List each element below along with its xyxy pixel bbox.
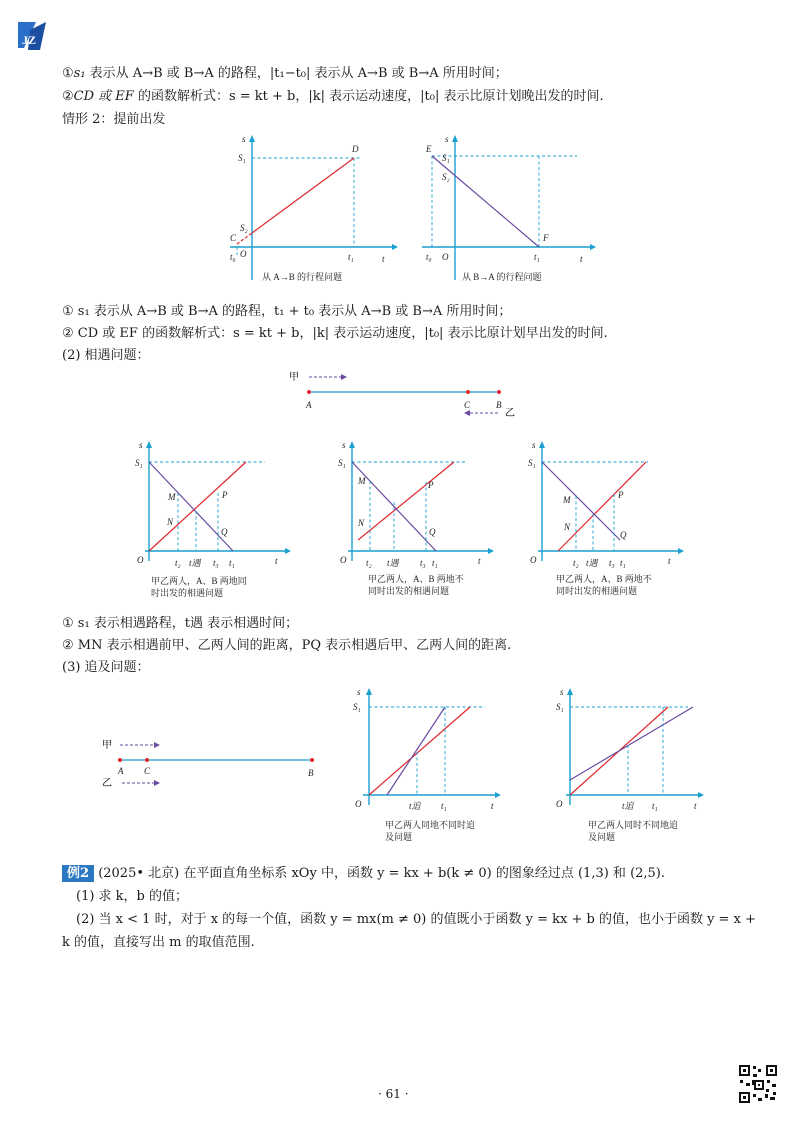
label-b: B	[308, 768, 314, 778]
svg-text:S₁: S₁	[528, 458, 536, 468]
svg-text:甲乙两人同地不同时追: 甲乙两人同地不同时追	[385, 820, 476, 830]
example-statement: (2025• 北京) 在平面直角坐标系 xOy 中，函数 y = kx + b(k ≠ 0) 的图象经过点 (1,3) 和 (2,5).	[98, 866, 666, 881]
label-t0: t₀	[230, 252, 236, 262]
meet-heading: (2) 相遇问题：	[62, 348, 150, 363]
svg-text:t追: t追	[409, 801, 421, 811]
svg-text:s: s	[532, 440, 536, 450]
axis-s: s	[242, 134, 246, 144]
label-jia: 甲	[102, 740, 112, 751]
svg-text:P: P	[222, 490, 228, 500]
svg-text:t追: t追	[622, 801, 634, 811]
svg-text:O: O	[530, 555, 537, 565]
svg-text:t₂: t₂	[175, 558, 181, 568]
svg-text:t: t	[491, 801, 494, 811]
svg-text:O: O	[355, 799, 362, 809]
svg-text:Q: Q	[620, 530, 627, 540]
svg-text:t₃: t₃	[213, 558, 219, 568]
example-2	[62, 862, 665, 881]
svg-text:O: O	[556, 799, 563, 809]
svg-text:M: M	[168, 492, 176, 502]
chase-figure-1	[345, 685, 510, 850]
label-o: O	[442, 252, 449, 262]
meeting-figure-3	[518, 436, 693, 604]
chase-route-diagram	[98, 734, 328, 790]
label-b: B	[496, 400, 502, 410]
chase-heading: (3) 追及问题：	[62, 660, 150, 675]
svg-text:s: s	[342, 440, 346, 450]
case2-heading: 情形 2：提前出发	[62, 112, 166, 127]
svg-text:s: s	[560, 687, 564, 697]
axis-t: t	[382, 254, 385, 264]
example-q1: (1) 求 k，b 的值；	[76, 889, 189, 904]
svg-text:t₃: t₃	[609, 558, 615, 568]
svg-text:M: M	[358, 476, 366, 486]
svg-text:s: s	[139, 440, 143, 450]
svg-text:t₂: t₂	[366, 558, 372, 568]
meeting-route-diagram	[285, 366, 525, 422]
meeting-figure-1	[125, 436, 300, 604]
qr-code	[738, 1064, 778, 1104]
page-number: · 61 ·	[378, 1087, 409, 1101]
svg-text:S₁: S₁	[338, 458, 346, 468]
svg-text:s: s	[357, 687, 361, 697]
svg-text:同时出发的相遇问题: 同时出发的相遇问题	[368, 586, 450, 596]
label-t1: t₁	[534, 252, 540, 262]
svg-text:甲乙两人，A、B 两地同: 甲乙两人，A、B 两地同	[151, 576, 247, 586]
label-a: A	[306, 400, 312, 410]
svg-text:M: M	[563, 495, 571, 505]
figure-ab-travel	[212, 130, 402, 288]
svg-text:t遇: t遇	[189, 558, 201, 568]
svg-text:t: t	[275, 556, 278, 566]
svg-text:P: P	[618, 490, 624, 500]
label-s1: S₁	[238, 153, 246, 163]
svg-text:S₁: S₁	[353, 702, 361, 712]
svg-text:时出发的相遇问题: 时出发的相遇问题	[151, 588, 224, 598]
svg-text:O: O	[340, 555, 347, 565]
label-f: F	[543, 233, 549, 243]
svg-text:t₃: t₃	[420, 558, 426, 568]
svg-text:N: N	[564, 522, 571, 532]
label-yi: 乙	[102, 778, 112, 789]
axis-s: s	[445, 134, 449, 144]
label-t1: t₁	[348, 252, 354, 262]
meeting-figure-2	[328, 436, 503, 604]
svg-text:甲乙两人，A、B 两地不: 甲乙两人，A、B 两地不	[368, 574, 464, 584]
text-line-4: ② CD 或 EF 的函数解析式：s = kt + b，|k| 表示运动速度，|t₀| 表示比原计划早出发的时间.	[62, 326, 608, 341]
svg-text:Q: Q	[221, 527, 228, 537]
svg-text:S₁: S₁	[556, 702, 564, 712]
svg-text:t₂: t₂	[573, 558, 579, 568]
label-s1: S₁	[442, 153, 450, 163]
label-c: C	[144, 766, 151, 776]
label-d: D	[352, 144, 359, 154]
text-line-1: ①s₁ 表示从 A→B 或 B→A 的路程，|t₁−t₀| 表示从 A→B 或 B→A 所用时间；	[62, 66, 508, 81]
caption-ba: 从 B→A 的行程问题	[462, 272, 542, 282]
svg-text:N: N	[358, 518, 365, 528]
publisher-logo	[14, 18, 50, 54]
label-a: A	[118, 766, 124, 776]
svg-text:t₁: t₁	[229, 558, 235, 568]
text-line-3: ① s₁ 表示从 A→B 或 B→A 的路程，t₁ + t₀ 表示从 A→B 或 B→A 所用时间；	[62, 304, 512, 319]
label-e: E	[426, 144, 432, 154]
figure-ba-travel	[412, 130, 602, 288]
text-line-5: ① s₁ 表示相遇路程，t遇 表示相遇时间；	[62, 616, 299, 631]
label-jia: 甲	[289, 372, 299, 383]
caption-ab: 从 A→B 的行程问题	[262, 272, 343, 282]
chase-figure-2	[548, 685, 713, 850]
text-line-6: ② MN 表示相遇前甲、乙两人间的距离，PQ 表示相遇后甲、乙两人间的距离.	[62, 638, 512, 653]
svg-text:t₁: t₁	[652, 801, 658, 811]
example-q2-cont: k 的值，直接写出 m 的取值范围.	[62, 935, 255, 950]
example-q2: (2) 当 x < 1 时，对于 x 的每一个值，函数 y = mx(m ≠ 0) 的值既小于函数 y = kx + b 的值，也小于函数 y = x +	[76, 912, 756, 927]
label-t0: t₀	[426, 252, 432, 262]
example-tag: 例2	[62, 865, 94, 882]
svg-text:N: N	[167, 517, 174, 527]
svg-text:S₁: S₁	[135, 458, 143, 468]
svg-text:t₁: t₁	[441, 801, 447, 811]
label-yi: 乙	[505, 408, 515, 419]
label-o: O	[240, 249, 247, 259]
svg-text:t₁: t₁	[620, 558, 626, 568]
svg-text:t: t	[668, 556, 671, 566]
svg-text:t: t	[478, 556, 481, 566]
svg-text:及问题: 及问题	[588, 832, 616, 842]
label-c: C	[464, 400, 471, 410]
logo-text: JZ	[22, 33, 37, 47]
svg-text:t遇: t遇	[387, 558, 399, 568]
svg-text:Q: Q	[429, 527, 436, 537]
svg-text:甲乙两人同时不同地追: 甲乙两人同时不同地追	[588, 820, 679, 830]
svg-text:t₁: t₁	[432, 558, 438, 568]
svg-text:t遇: t遇	[586, 558, 598, 568]
label-c: C	[230, 233, 237, 243]
text-line-2: ②CD 或 EF 的函数解析式：s = kt + b，|k| 表示运动速度，|t₀| 表示比原计划晚出发的时间.	[62, 89, 604, 104]
svg-text:t: t	[694, 801, 697, 811]
axis-t: t	[580, 254, 583, 264]
svg-text:O: O	[137, 555, 144, 565]
label-s2: S₂	[240, 223, 248, 233]
label-s2: S₂	[442, 172, 450, 182]
svg-text:及问题: 及问题	[385, 832, 413, 842]
svg-text:甲乙两人，A、B 两地不: 甲乙两人，A、B 两地不	[556, 574, 652, 584]
svg-text:P: P	[428, 480, 434, 490]
svg-text:同时出发的相遇问题: 同时出发的相遇问题	[556, 586, 638, 596]
